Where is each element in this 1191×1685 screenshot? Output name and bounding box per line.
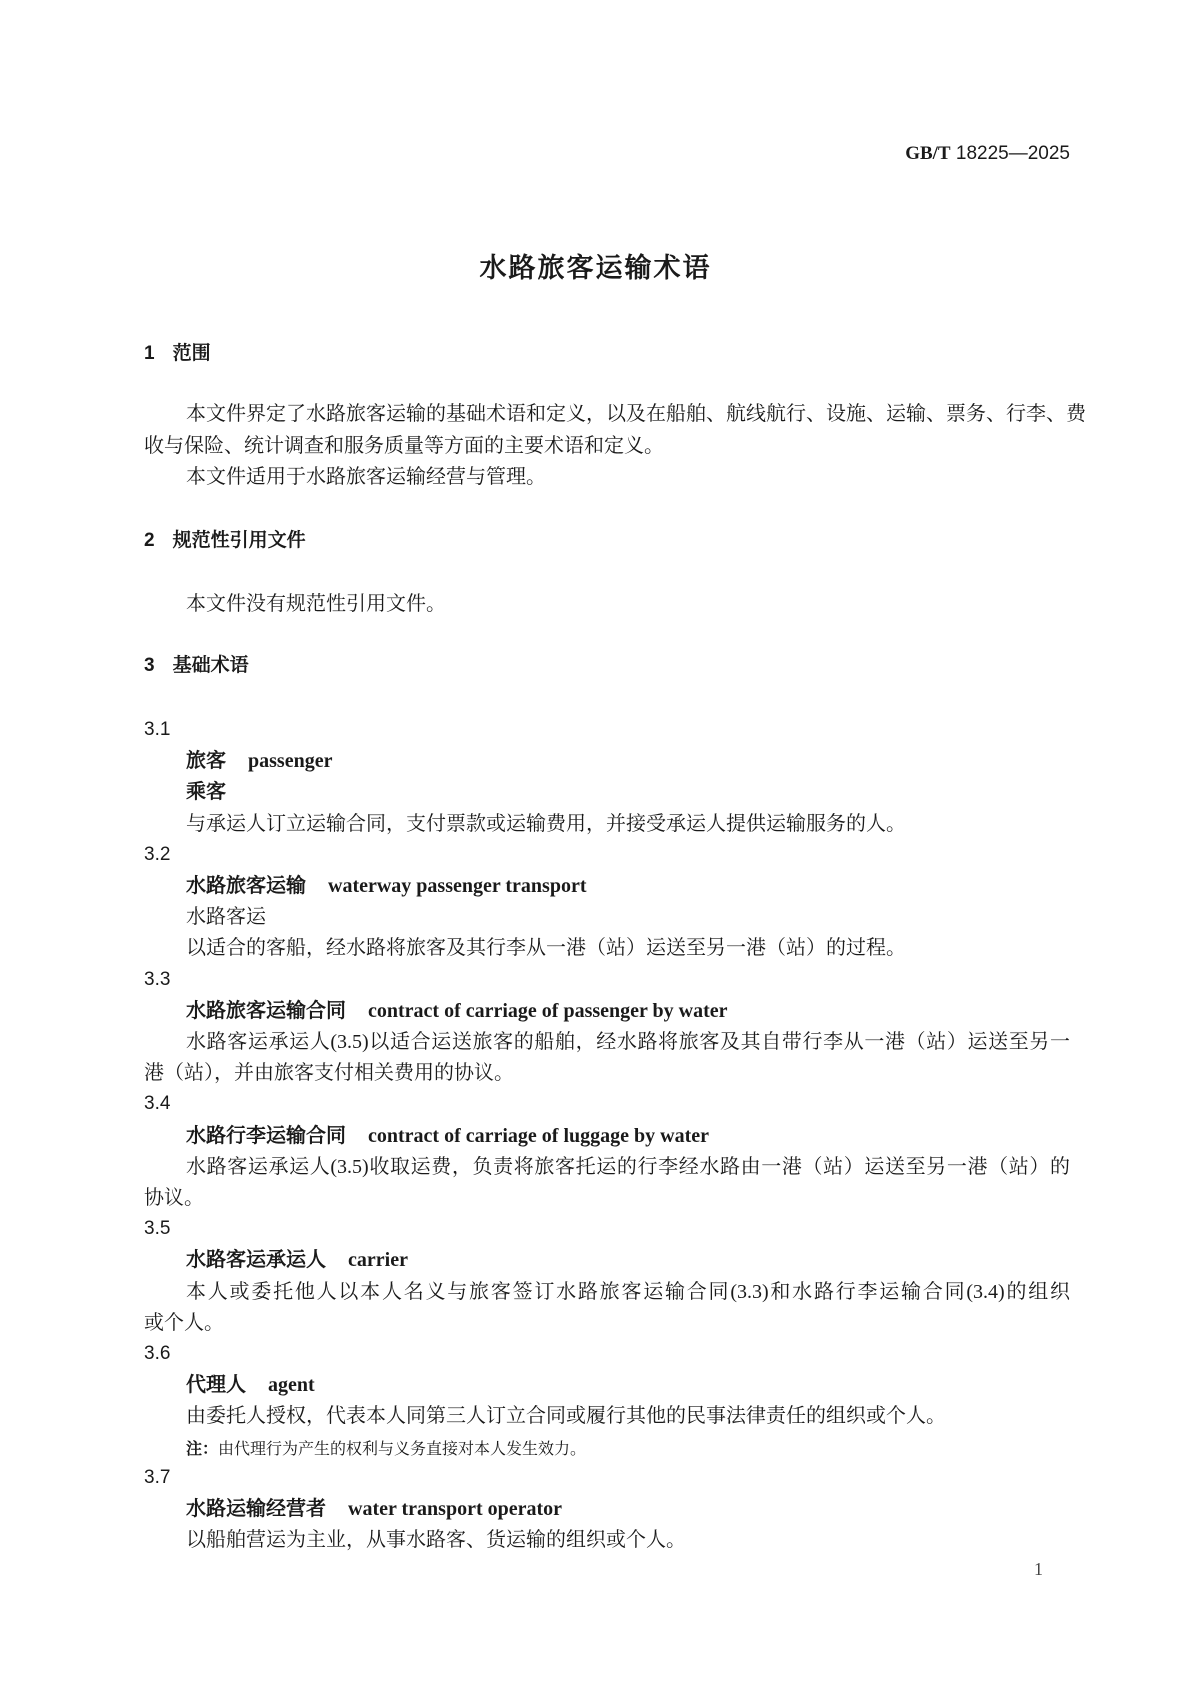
term-definition: 以船舶营运为主业，从事水路客、货运输的组织或个人。: [186, 1529, 686, 1552]
term-synonym: 水路客运: [186, 906, 266, 929]
term-definition: 水路客运承运人(3.5)以适合运送旅客的船舶，经水路将旅客及其自带行李从一港（站）运送至另一: [186, 1031, 1070, 1053]
term-zh: 水路行李运输合同: [186, 1124, 346, 1147]
term-zh: 水路旅客运输: [186, 875, 306, 897]
note-text: 由代理行为产生的权利与义务直接对本人发生效力。: [218, 1440, 587, 1458]
page-number: 1: [1034, 1559, 1043, 1579]
paragraph: 收与保险、统计调查和服务质量等方面的主要术语和定义。: [144, 435, 664, 457]
section-2-heading: 2 规范性引用文件: [144, 530, 306, 551]
term-heading: [186, 1373, 315, 1397]
term-definition: 或个人。: [144, 1311, 224, 1334]
section-3-heading: 3 基础术语: [144, 655, 249, 676]
term-heading: [186, 874, 587, 898]
term-definition: 以适合的客船，经水路将旅客及其行李从一港（站）运送至另一港（站）的过程。: [186, 937, 906, 960]
term-zh: 代理人: [186, 1374, 246, 1397]
section-1-heading: 1 范围: [144, 343, 211, 364]
term-heading: [186, 999, 728, 1023]
term-definition: 本人或委托他人以本人名义与旅客签订水路旅客运输合同(3.3)和水路行李运输合同(3.4)的组织: [186, 1280, 1070, 1303]
term-definition: 港（站），并由旅客支付相关费用的协议。: [144, 1062, 514, 1085]
term-heading: [186, 1124, 709, 1148]
term-number: 3.1: [144, 719, 171, 740]
note-label: 注：: [186, 1440, 219, 1458]
term-en: passenger: [248, 750, 333, 773]
term-number: 3.4: [144, 1093, 171, 1115]
paragraph: 本文件没有规范性引用文件。: [186, 593, 446, 615]
page-title: 水路旅客运输术语: [479, 253, 712, 283]
paragraph: 本文件界定了水路旅客运输的基础术语和定义，以及在船舶、航线航行、设施、运输、票务、行李、费: [186, 403, 1086, 425]
term-note: [186, 1438, 586, 1462]
term-zh: 水路客运承运人: [186, 1249, 326, 1272]
term-zh: 旅客: [186, 750, 226, 773]
std-prefix: GB/T: [905, 143, 951, 164]
term-definition: 与承运人订立运输合同，支付票款或运输费用，并接受承运人提供运输服务的人。: [186, 812, 906, 835]
term-definition: 水路客运承运人(3.5)收取运费，负责将旅客托运的行李经水路由一港（站）运送至另一港（站）的: [186, 1155, 1070, 1178]
term-number: 3.7: [144, 1466, 171, 1488]
term-definition: 由委托人授权，代表本人同第三人订立合同或履行其他的民事法律责任的组织或个人。: [186, 1405, 946, 1428]
term-number: 3.5: [144, 1218, 171, 1240]
term-en: agent: [268, 1374, 315, 1397]
term-en: carrier: [348, 1249, 408, 1272]
term-number: 3.2: [144, 843, 171, 865]
term-heading: [186, 749, 332, 773]
term-zh: 水路运输经营者: [186, 1498, 326, 1520]
term-en: water transport operator: [348, 1498, 563, 1520]
paragraph: 本文件适用于水路旅客运输经营与管理。: [186, 466, 546, 488]
term-definition: 协议。: [144, 1187, 204, 1209]
term-number: 3.3: [144, 968, 171, 990]
term-heading: [186, 1248, 408, 1272]
standard-number: [905, 143, 1070, 165]
std-number: 18225—2025: [955, 143, 1070, 164]
term-synonym: 乘客: [186, 781, 226, 804]
term-en: contract of carriage of passenger by water: [368, 999, 728, 1022]
term-heading: [186, 1497, 562, 1521]
term-zh: 水路旅客运输合同: [186, 999, 346, 1022]
term-en: waterway passenger transport: [328, 875, 587, 897]
term-number: 3.6: [144, 1343, 171, 1364]
term-en: contract of carriage of luggage by water: [368, 1124, 709, 1147]
